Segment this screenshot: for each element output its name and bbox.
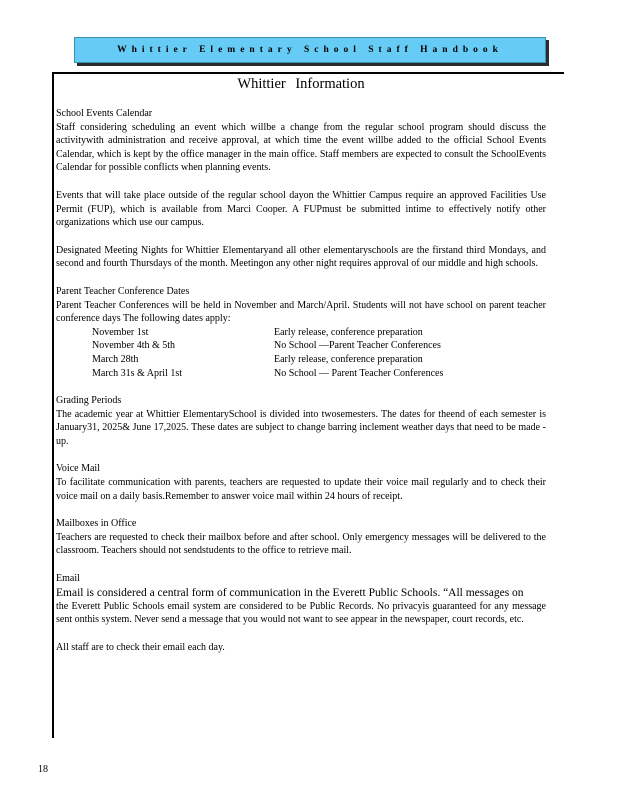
events-section-3 — [56, 244, 546, 271]
conferences-section — [56, 285, 546, 380]
grading-section — [56, 394, 546, 448]
events-section — [56, 107, 546, 175]
mailboxes-heading: Mailboxes in Office — [56, 518, 137, 530]
date-description: No School — Parent Teacher Conferences — [274, 367, 444, 379]
grading-paragraph: The academic year at Whittier ElementarySchool is divided into twosemesters. The dates for theend of each semester is January31, 2025& June 17,2025. These dates are subject to change barring inclement weather days that need to be made - up. — [56, 408, 546, 447]
page-number: 18 — [38, 764, 48, 775]
voicemail-paragraph: To facilitate communication with parents, teachers are requested to update their voice mail regularly and to check their voice mail on a daily basis.Remember to answer voice mail within 24 hours of receipt. — [56, 477, 546, 502]
mailboxes-section — [56, 517, 546, 558]
grading-heading: Grading Periods — [56, 395, 122, 407]
date-row — [56, 353, 546, 367]
date-label: March 28th — [92, 353, 139, 365]
banner-title: Whittier Elementary School Staff Handbook — [117, 45, 503, 55]
date-description: Early release, conference preparation — [274, 353, 423, 365]
email-paragraph-2: All staff are to check their email each day. — [56, 641, 225, 653]
date-label: March 31s & April 1st — [92, 367, 182, 379]
date-description: No School —Parent Teacher Conferences — [274, 340, 441, 352]
voicemail-heading: Voice Mail — [56, 463, 100, 475]
events-section-2 — [56, 189, 546, 230]
email-heading: Email — [56, 573, 80, 585]
events-paragraph-2: Events that will take place outside of the regular school dayon the Whittier Campus require an approved Facilities Use Permit (FUP), which is available from Marci Cooper. A FUPmust be submitted intime to effectively notify other organizations which use our campus. — [56, 189, 546, 229]
email-section — [56, 572, 546, 627]
email-paragraph: the Everett Public Schools email system are considered to be Public Records. No privacyis guaranteed for any message sent onthis system. Never send a message that you would not want to see appear in the newspaper, court records, etc. — [56, 600, 546, 626]
conference-dates-list — [56, 326, 546, 380]
page-content — [56, 76, 546, 668]
events-heading: School Events Calendar — [56, 108, 153, 119]
events-paragraph-3: Designated Meeting Nights for Whittier Elementaryand all other elementaryschools are the firstand third Mondays, and second and fourth Thursdays of the month. Meetingon any other night requires approval of our middle and high schools. — [56, 244, 546, 270]
date-row — [56, 326, 546, 340]
page-title: Whittier Information — [237, 76, 365, 92]
conferences-heading: Parent Teacher Conference Dates — [56, 285, 190, 297]
date-description: Early release, conference preparation — [274, 326, 423, 338]
conferences-paragraph: Parent Teacher Conferences will be held in November and March/April. Students will not have school on parent teacher conference days The following dates apply: — [56, 299, 546, 325]
frame-left-rule — [52, 72, 54, 738]
events-paragraph-1: Staff considering scheduling an event which willbe a change from the regular school program should discuss the activitywith administration and receive approval, at which time the event willbe added to the official School Events Calendar, which is kept by the office manager in the main office. Staff members are expected to consult the SchoolEvents Calendar for possible conflicts when planning events. — [56, 121, 546, 174]
handbook-banner — [74, 37, 546, 63]
voicemail-section — [56, 462, 546, 503]
date-label: November 4th & 5th — [92, 340, 176, 352]
mailboxes-paragraph: Teachers are requested to check their mailbox before and after school. Only emergency messages will be delivered to the classroom. Teachers should not sendstudents to the office to retrieve mail. — [56, 531, 546, 557]
date-row — [56, 339, 546, 353]
email-lead-sentence: Email is considered a central form of communication in the Everett Public Schools. “All messages on — [56, 586, 524, 599]
date-label: November 1st — [92, 326, 149, 338]
frame-top-rule — [52, 72, 564, 74]
date-row — [56, 367, 546, 381]
email-section-2 — [56, 641, 546, 655]
